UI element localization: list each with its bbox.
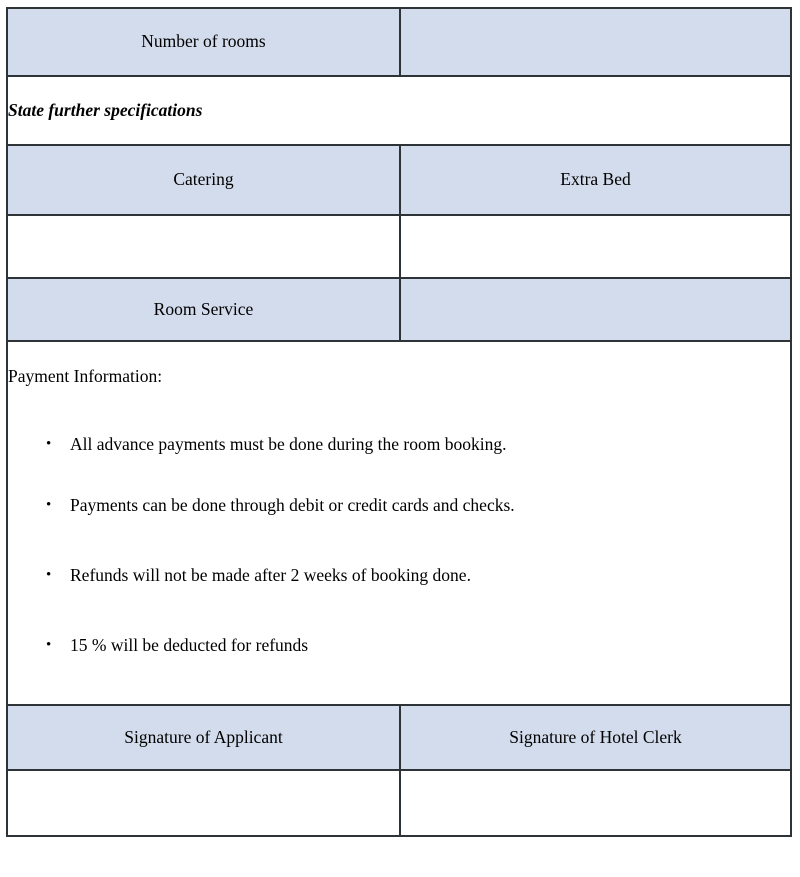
payment-term-text: Refunds will not be made after 2 weeks of booking done.	[70, 564, 471, 585]
catering-label-cell	[7, 145, 400, 215]
table-row-number-of-rooms	[7, 8, 791, 76]
extra-bed-label: Extra Bed	[560, 169, 631, 190]
bullet-icon: •	[46, 435, 52, 452]
list-item	[8, 470, 790, 540]
payment-term-text: All advance payments must be done during the room booking.	[70, 433, 507, 454]
signature-hotel-clerk-label: Signature of Hotel Clerk	[509, 726, 682, 747]
number-of-rooms-label-cell	[7, 8, 400, 76]
catering-value-cell[interactable]	[7, 215, 400, 278]
extra-bed-label-cell	[400, 145, 791, 215]
catering-label: Catering	[173, 169, 234, 190]
signature-hotel-clerk-label-cell	[400, 705, 791, 770]
payment-information-title: Payment Information:	[8, 366, 163, 387]
payment-information-cell	[7, 341, 791, 705]
signature-applicant-value-cell[interactable]	[7, 770, 400, 836]
list-item	[8, 610, 790, 680]
hotel-booking-table	[6, 7, 792, 837]
number-of-rooms-value-cell[interactable]	[400, 8, 791, 76]
payment-term-text: Payments can be done through debit or credit cards and checks.	[70, 494, 515, 515]
list-item	[8, 540, 790, 610]
table-row-signature-entry	[7, 770, 791, 836]
table-row-signature-headers	[7, 705, 791, 770]
payment-terms-list	[8, 394, 790, 680]
signature-hotel-clerk-value-cell[interactable]	[400, 770, 791, 836]
further-specifications-heading: State further specifications	[8, 99, 203, 120]
room-service-label-cell	[7, 278, 400, 341]
bullet-icon: •	[46, 566, 52, 583]
table-row-room-service	[7, 278, 791, 341]
list-item	[8, 394, 790, 470]
room-service-label: Room Service	[153, 298, 254, 319]
payment-term-text: 15 % will be deducted for refunds	[70, 634, 309, 655]
extra-bed-value-cell[interactable]	[400, 215, 791, 278]
signature-applicant-label: Signature of Applicant	[124, 726, 283, 747]
signature-applicant-label-cell	[7, 705, 400, 770]
further-specifications-heading-cell	[7, 76, 791, 145]
table-row-catering-extra-bed	[7, 145, 791, 215]
table-row-catering-extra-bed-entry	[7, 215, 791, 278]
bullet-icon: •	[46, 496, 52, 513]
room-service-value-cell[interactable]	[400, 278, 791, 341]
table-row-payment-information	[7, 341, 791, 705]
bullet-icon: •	[46, 636, 52, 653]
table-row-further-specifications	[7, 76, 791, 145]
number-of-rooms-label: Number of rooms	[141, 31, 266, 52]
